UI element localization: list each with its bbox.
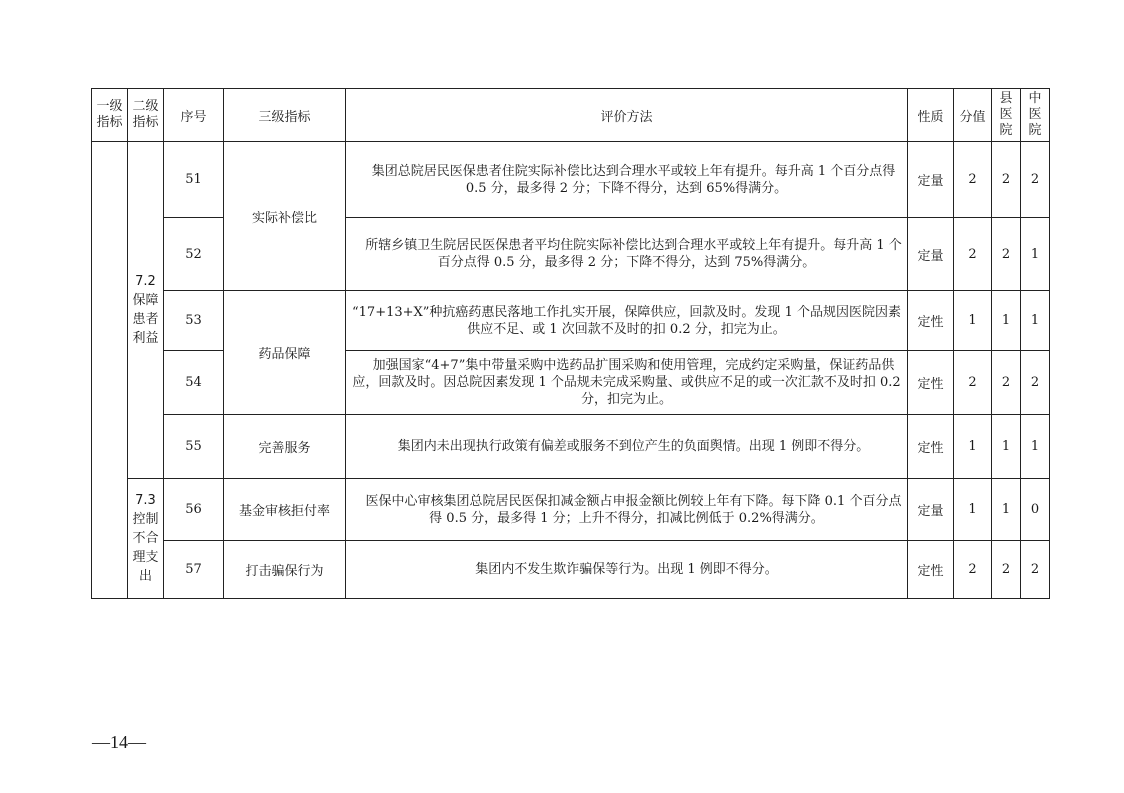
row-method: 医保中心审核集团总院居民医保扣减金额占申报金额比例较上年有下降。每下降 0.1 个百分点得 0.5 分，最多得 1 分；上升不得分，扣减比例低于 0.2%得满分。 xyxy=(346,479,908,541)
row-tcm: 1 xyxy=(1021,218,1050,291)
row-seq: 55 xyxy=(164,415,224,479)
row-method: 加强国家“4+7”集中带量采购中选药品扩围采购和使用管理，完成约定采购量，保证药品供应，回款及时。因总院因素发现 1 个品规未完成采购量、或供应不足的或一次汇款不及时扣 0.2 分，扣完为止。 xyxy=(346,351,908,415)
row-county: 1 xyxy=(992,479,1021,541)
page-number: —14— xyxy=(92,732,146,752)
row-nature: 定量 xyxy=(908,142,954,218)
row-tcm: 2 xyxy=(1021,142,1050,218)
header-nature: 性质 xyxy=(908,89,954,142)
row-county: 2 xyxy=(992,142,1021,218)
row-seq: 51 xyxy=(164,142,224,218)
table-row xyxy=(92,415,1050,479)
row-seq: 52 xyxy=(164,218,224,291)
row-score: 2 xyxy=(954,218,992,291)
level3-actual-compensation: 实际补偿比 xyxy=(224,142,346,291)
row-score: 1 xyxy=(954,415,992,479)
row-seq: 56 xyxy=(164,479,224,541)
row-tcm: 2 xyxy=(1021,351,1050,415)
row-county: 2 xyxy=(992,541,1021,599)
row-county: 1 xyxy=(992,415,1021,479)
header-county: 县医院 xyxy=(992,89,1021,142)
level2-group-7-3: 7.3 控制不合理支出 xyxy=(128,479,164,599)
level3-anti-fraud: 打击骗保行为 xyxy=(224,541,346,599)
row-score: 1 xyxy=(954,479,992,541)
row-county: 2 xyxy=(992,351,1021,415)
table-row xyxy=(92,291,1050,351)
row-nature: 定性 xyxy=(908,415,954,479)
row-tcm: 1 xyxy=(1021,291,1050,351)
row-score: 1 xyxy=(954,291,992,351)
table-row xyxy=(92,541,1050,599)
row-score: 2 xyxy=(954,142,992,218)
row-nature: 定性 xyxy=(908,291,954,351)
header-level1: 一级指标 xyxy=(92,89,128,142)
header-level2: 二级指标 xyxy=(128,89,164,142)
row-nature: 定量 xyxy=(908,218,954,291)
header-seq: 序号 xyxy=(164,89,224,142)
row-county: 1 xyxy=(992,291,1021,351)
level3-drug-supply: 药品保障 xyxy=(224,291,346,415)
row-seq: 53 xyxy=(164,291,224,351)
row-seq: 57 xyxy=(164,541,224,599)
level3-fund-review: 基金审核拒付率 xyxy=(224,479,346,541)
row-method: 所辖乡镇卫生院居民医保患者平均住院实际补偿比达到合理水平或较上年有提升。每升高 1 个百分点得 0.5 分，最多得 2 分；下降不得分，达到 75%得满分。 xyxy=(346,218,908,291)
header-score: 分值 xyxy=(954,89,992,142)
header-row xyxy=(92,89,1050,142)
level1-cell xyxy=(92,142,128,599)
row-score: 2 xyxy=(954,541,992,599)
table-row xyxy=(92,142,1050,218)
row-seq: 54 xyxy=(164,351,224,415)
row-tcm: 2 xyxy=(1021,541,1050,599)
row-county: 2 xyxy=(992,218,1021,291)
row-method: “17+13+X”种抗癌药惠民落地工作扎实开展，保障供应，回款及时。发现 1 个品规因医院因素供应不足、或 1 次回款不及时的扣 0.2 分，扣完为止。 xyxy=(346,291,908,351)
row-method: 集团内不发生欺诈骗保等行为。出现 1 例即不得分。 xyxy=(346,541,908,599)
row-nature: 定量 xyxy=(908,479,954,541)
row-tcm: 1 xyxy=(1021,415,1050,479)
row-method: 集团内未出现执行政策有偏差或服务不到位产生的负面舆情。出现 1 例即不得分。 xyxy=(346,415,908,479)
row-score: 2 xyxy=(954,351,992,415)
table-row xyxy=(92,479,1050,541)
row-tcm: 0 xyxy=(1021,479,1050,541)
row-method: 集团总院居民医保患者住院实际补偿比达到合理水平或较上年有提升。每升高 1 个百分点得 0.5 分，最多得 2 分；下降不得分，达到 65%得满分。 xyxy=(346,142,908,218)
header-method: 评价方法 xyxy=(346,89,908,142)
evaluation-table xyxy=(91,88,1050,599)
header-tcm: 中医院 xyxy=(1021,89,1050,142)
row-nature: 定性 xyxy=(908,351,954,415)
level3-service: 完善服务 xyxy=(224,415,346,479)
row-nature: 定性 xyxy=(908,541,954,599)
header-level3: 三级指标 xyxy=(224,89,346,142)
level2-group-7-2: 7.2 保障患者利益 xyxy=(128,142,164,479)
